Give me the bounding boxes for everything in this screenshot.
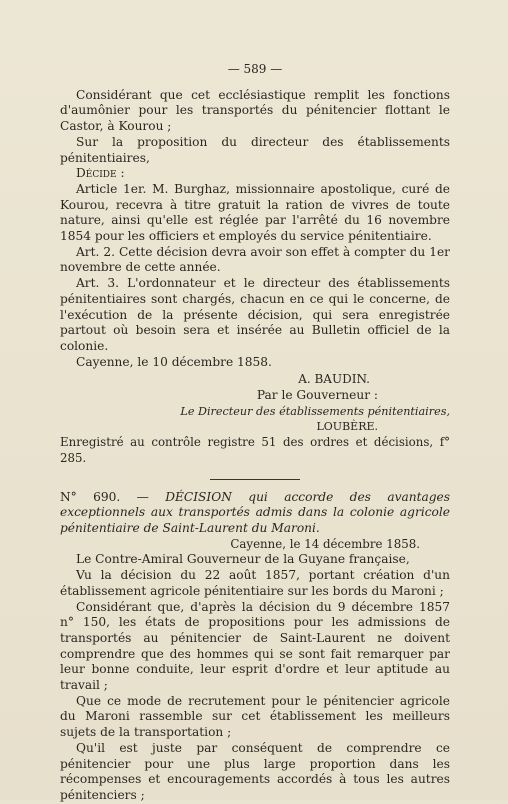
opening-line: Le Contre-Amiral Gouverneur de la Guyane française, [76, 552, 410, 567]
decide-heading: Décide : [76, 166, 125, 181]
paragraph-vu: Vu la décision du 22 août 1857, portant création d'un établissement agricole pénitentiaire sur les bords du Maroni ; [60, 568, 450, 598]
par-le-gouverneur: Par le Gouverneur : [256, 388, 378, 403]
decision-title-lead: DÉCISION [165, 489, 232, 504]
article-1: Article 1er. M. Burghaz, missionnaire apostolique, curé de Kourou, recevra à titre gratuit la ration de vivres de toute nature, ainsi qu'elle est réglée par l'arrêté du 16 novembre 1854 pour les officiers et employés du service pénitentiaire. [60, 181, 450, 244]
article-2: Art. 2. Cette décision devra avoir son effet à compter du 1er novembre de cette année. [60, 244, 450, 275]
directeur-title: Le Directeur des établissements pénitentiaires, [180, 404, 450, 418]
page-content [60, 62, 450, 804]
decision-number: N° 690. — [60, 489, 149, 504]
decision-690-heading [60, 490, 450, 537]
signature-baudin: A. BAUDIN. [298, 372, 370, 387]
paragraph-considerant-2: Considérant que, d'après la décision du 9 décembre 1857 n° 150, les états de propositions pour les admissions de transportés au pénitencier de Saint-Laurent ne doivent comprendre que des hommes qui se sont fait remarquer par leur bonne conduite, leur esprit d'ordre et leur aptitude au travail ; [60, 599, 450, 693]
paragraph-qu-il-est-juste: Qu'il est juste par conséquent de comprendre ce pénitencier pour une plus large proportion dans les récompenses et encouragements accordés à tous les autres pénitenciers ; [60, 740, 450, 802]
decision-690-date: Cayenne, le 14 décembre 1858. [230, 536, 420, 551]
registration-note: Enregistré au contrôle registre 51 des ordres et décisions, f° 285. [60, 435, 450, 465]
place-date: Cayenne, le 10 décembre 1858. [76, 354, 272, 369]
section-divider [210, 479, 300, 480]
paragraph-que-ce-mode: Que ce mode de recrutement pour le pénitencier agricole du Maroni rassemble sur cet établissement les meilleurs sujets de la transportation ; [60, 693, 450, 740]
signature-loubere: LOUBÈRE. [316, 420, 378, 434]
page-number: — 589 — [227, 62, 283, 76]
article-3: Art. 3. L'ordonnateur et le directeur des établissements pénitentiaires sont chargés, chacun en ce qui le concerne, de l'exécution de la présente décision, qui sera enregistrée partout où besoin sera et insérée au Bulletin officiel de la colonie. [60, 276, 450, 353]
paragraph-proposition: Sur la proposition du directeur des établissements pénitentiaires, [60, 134, 450, 165]
decision-title-rest: qui accorde des avantages exceptionnels aux transportés admis dans la colonie agricole pénitentiaire de Saint-Laurent du Maroni. [60, 489, 451, 535]
paragraph-considerant: Considérant que cet ecclésiastique remplit les fonctions d'aumônier pour les transportés du pénitencier flottant le Castor, à Kourou ; [60, 87, 450, 134]
